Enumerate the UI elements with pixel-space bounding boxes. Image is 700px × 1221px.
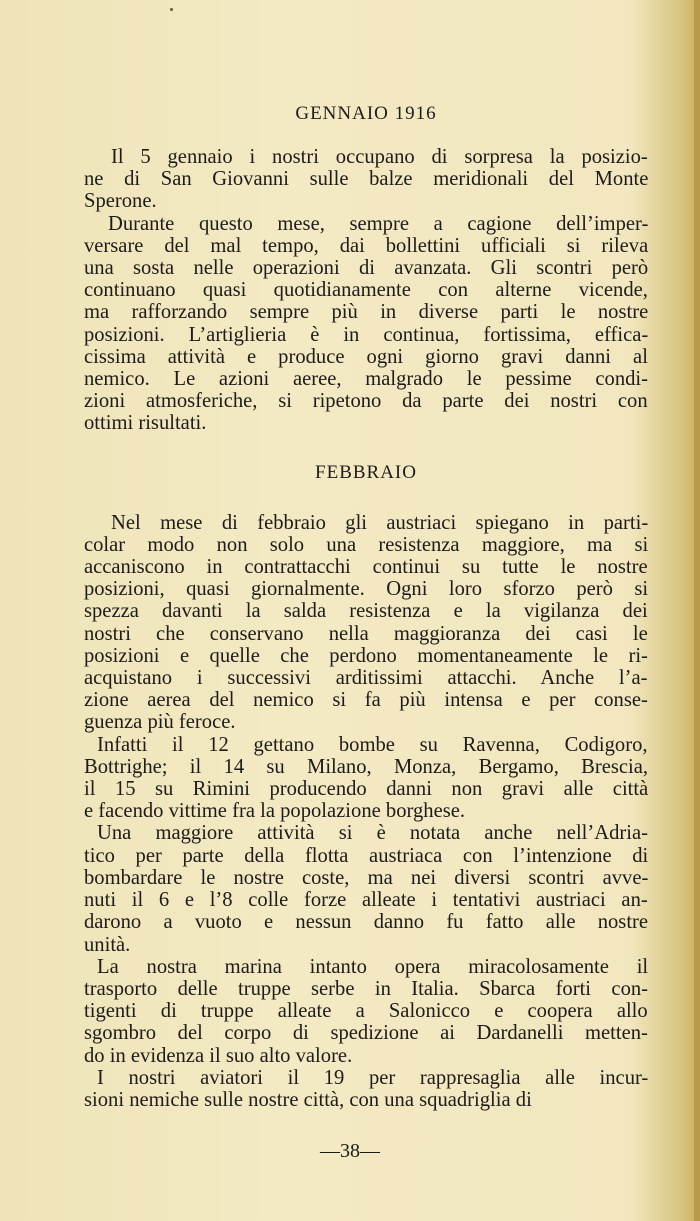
text-line: Infatti il 12 gettano bombe su Ravenna, Codigoro, xyxy=(97,733,648,756)
page-number: —38— xyxy=(320,1140,380,1162)
text-line: tico per parte della flotta austriaca con l’intenzione di xyxy=(84,844,649,867)
text-line: e facendo vittime fra la popolazione borghese. xyxy=(84,800,466,823)
text-line: nemico. Le azioni aeree, malgrado le pessime condi- xyxy=(84,368,648,391)
text-line: spezza davanti la salda resistenza e la vigilanza dei xyxy=(84,600,648,623)
section-heading: GENNAIO 1916 xyxy=(295,103,437,124)
paragraph xyxy=(84,956,648,1067)
text-line: accaniscono in contrattacchi continui su tutte le nostre xyxy=(84,556,648,579)
text-line: una sosta nelle operazioni di avanzata. Gli scontri però xyxy=(84,257,649,280)
text-line: Nel mese di febbraio gli austriaci spiegano in parti- xyxy=(111,511,649,534)
text-line: tigenti di truppe alleate a Salonicco e coopera allo xyxy=(84,1000,648,1023)
text-line: nuti il 6 e l’8 colle forze alleate i tentativi austriaci an- xyxy=(84,889,648,912)
text-line: zione aerea del nemico si fa più intensa e per conse- xyxy=(84,689,648,712)
text-line: ne di San Giovanni sulle balze meridionali del Monte xyxy=(84,168,649,191)
text-line: trasporto delle truppe serbe in Italia. Sbarca forti con- xyxy=(84,977,649,1000)
paragraph xyxy=(84,213,648,435)
text-line: Durante questo mese, sempre a cagione dell’imper- xyxy=(108,212,649,235)
text-line: unità. xyxy=(84,933,131,956)
paragraph xyxy=(84,146,648,213)
page-edge xyxy=(694,0,700,1221)
text-line: Il 5 gennaio i nostri occupano di sorpresa la posizio- xyxy=(111,146,648,168)
paragraph xyxy=(84,822,648,955)
paragraph xyxy=(84,1067,648,1111)
text-line: colar modo non solo una resistenza maggiore, ma si xyxy=(84,533,649,556)
text-line: sgombro del corpo di spedizione ai Dardanelli metten- xyxy=(84,1022,648,1045)
text-line: versare del mal tempo, dai bollettini ufficiali si rileva xyxy=(84,234,649,257)
section-heading: FEBBRAIO xyxy=(315,461,417,483)
text-line: darono a vuoto e nessun danno fu fatto alle nostre xyxy=(84,911,649,934)
text-line: nostri che conservano nella maggioranza dei casi le xyxy=(84,622,648,645)
text-line: do in evidenza il suo alto valore. xyxy=(84,1044,353,1067)
text-line: I nostri aviatori il 19 per rappresaglia alle incur- xyxy=(97,1066,649,1089)
text-line: sioni nemiche sulle nostre città, con una squadriglia di xyxy=(84,1088,532,1111)
text-line: posizioni, quasi giornalmente. Ogni loro sforzo però si xyxy=(84,578,649,601)
text-line: il 15 su Rimini producendo danni non gravi alle città xyxy=(84,778,649,801)
text-line: Sperone. xyxy=(84,190,157,213)
text-line: posizioni e quelle che perdono momentaneamente le ri- xyxy=(84,644,648,667)
text-line: ma rafforzando sempre più in diverse parti le nostre xyxy=(84,301,649,324)
ink-speck xyxy=(170,8,173,11)
paragraph xyxy=(84,734,648,823)
text-line: guenza più feroce. xyxy=(84,711,236,734)
paragraph xyxy=(84,512,648,734)
text-line: ottimi risultati. xyxy=(84,412,207,435)
text-line: bombardare le nostre coste, ma nei diversi scontri avve- xyxy=(84,866,649,889)
text-line: cissima attività e produce ogni giorno gravi danni al xyxy=(84,345,648,368)
text-line: Bottrighe; il 14 su Milano, Monza, Bergamo, Brescia, xyxy=(84,755,649,778)
text-line: continuano quasi quotidianamente con alterne vicende, xyxy=(84,279,648,302)
page-text xyxy=(84,103,648,1111)
text-line: acquistano i successivi arditissimi attacchi. Anche l’a- xyxy=(84,667,648,690)
text-line: posizioni. L’artiglieria è in continua, fortissima, effica- xyxy=(84,323,649,346)
text-line: La nostra marina intanto opera miracolosamente il xyxy=(97,955,649,978)
text-line: zioni atmosferiche, si ripetono da parte dei nostri con xyxy=(84,390,648,413)
text-line: Una maggiore attività si è notata anche nell’Adria- xyxy=(97,822,648,845)
